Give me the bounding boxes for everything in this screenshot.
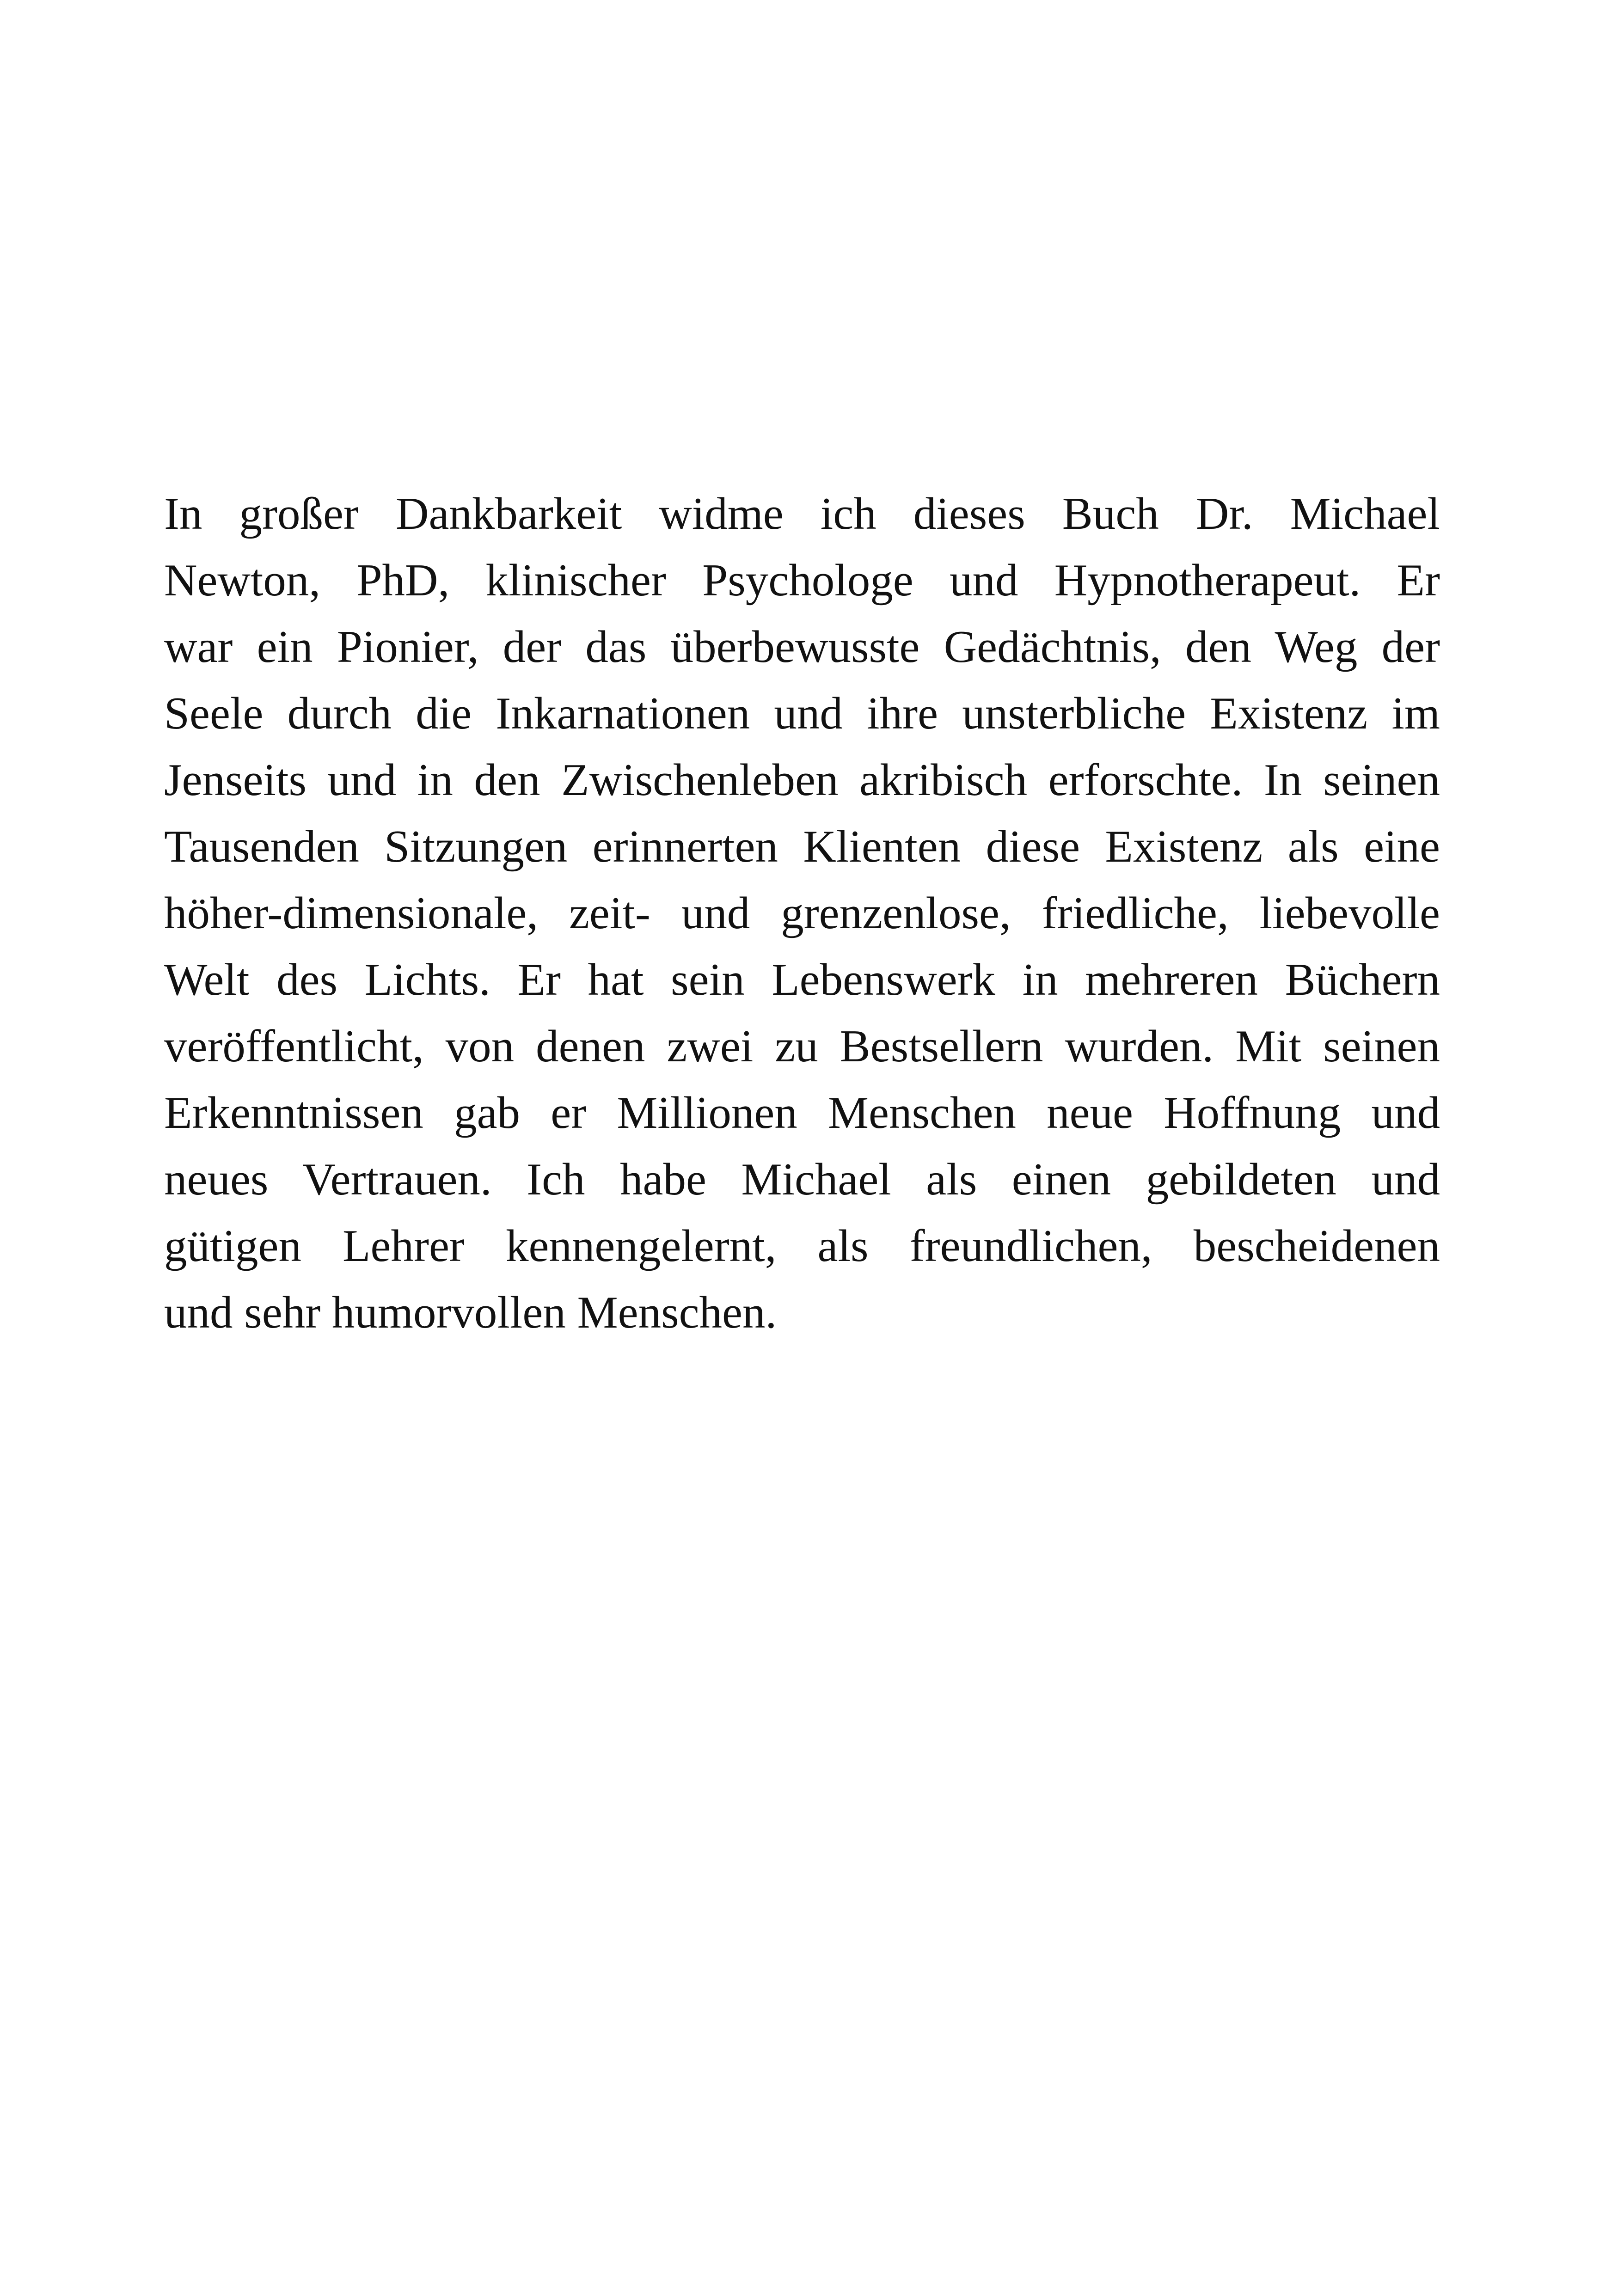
dedication-line: Jenseits und in den Zwischenleben akribisch erforschte. In seinen [164, 755, 1440, 805]
dedication-line: veröffentlicht, von denen zwei zu Bestsellern wurden. Mit seinen [164, 1021, 1440, 1071]
dedication-line: Newton, PhD, klinischer Psychologe und Hypnotherapeut. Er [164, 555, 1440, 606]
dedication-line: Welt des Lichts. Er hat sein Lebenswerk in mehreren Büchern [164, 955, 1440, 1005]
dedication-line: war ein Pionier, der das überbewusste Gedächtnis, den Weg der [164, 622, 1440, 672]
dedication-line: gütigen Lehrer kennengelernt, als freundlichen, bescheidenen [164, 1221, 1440, 1271]
dedication-line: Seele durch die Inkarnationen und ihre unsterbliche Existenz im [164, 688, 1440, 739]
dedication-line: neues Vertrauen. Ich habe Michael als einen gebildeten und [164, 1154, 1440, 1205]
dedication-line: In großer Dankbarkeit widme ich dieses Buch Dr. Michael [164, 489, 1440, 539]
dedication-line: Tausenden Sitzungen erinnerten Klienten diese Existenz als eine [164, 821, 1440, 872]
dedication-line: Erkenntnissen gab er Millionen Menschen neue Hoffnung und [164, 1088, 1440, 1138]
dedication-line: und sehr humorvollen Menschen. [164, 1287, 777, 1338]
dedication-line: höher-dimensionale, zeit- und grenzenlose, friedliche, liebevolle [164, 888, 1440, 938]
dedication-paragraph [164, 481, 1440, 1346]
